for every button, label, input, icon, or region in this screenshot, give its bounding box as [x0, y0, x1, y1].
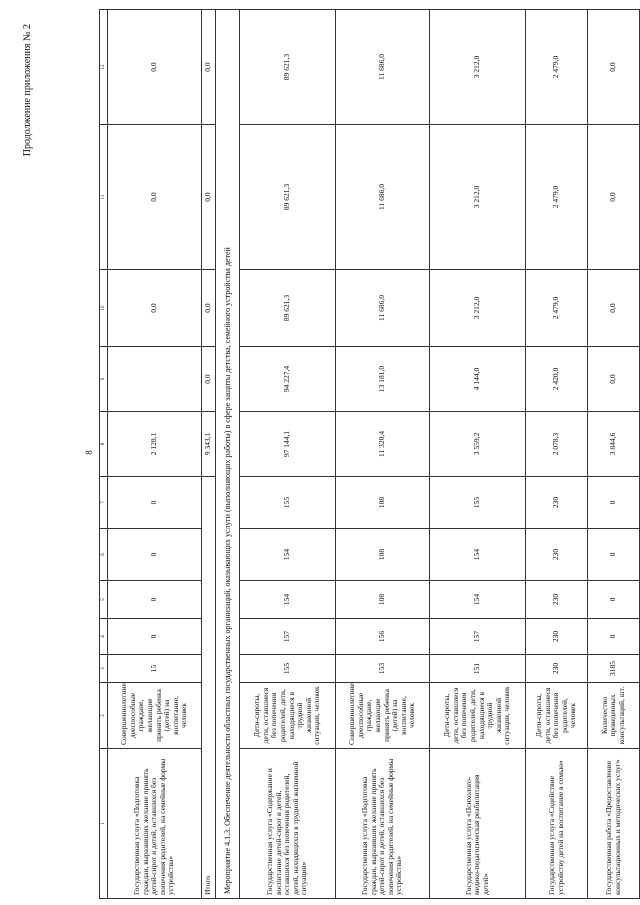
- column-number: 12: [100, 10, 108, 125]
- service-name: Государственная услуга «Содействие устройству детей на воспитание в семью»: [526, 749, 588, 899]
- cell-value: 0: [588, 529, 640, 581]
- column-number: 8: [100, 412, 108, 477]
- budget-table: [99, 9, 640, 899]
- cell-value: 0,0: [108, 270, 202, 347]
- cell-value: 155: [430, 477, 526, 529]
- cell-value: 2 479,0: [526, 270, 588, 347]
- indicator-name: Совершеннолетние дееспособные граждане, желающие принять ребенка (детей) на воспитание, человек: [108, 683, 202, 749]
- column-number: 2: [100, 683, 108, 749]
- cell-value: 3 212,0: [430, 125, 526, 270]
- cell-value: 0,0: [202, 270, 216, 347]
- cell-value: 0: [108, 581, 202, 619]
- cell-value: 89 621,3: [240, 125, 336, 270]
- cell-value: 94 227,4: [240, 347, 336, 412]
- cell-value: 230: [526, 477, 588, 529]
- column-number: 1: [100, 749, 108, 899]
- cell-value: 0: [108, 619, 202, 655]
- cell-value: 11 320,4: [336, 412, 430, 477]
- cell-value: 3 212,0: [430, 270, 526, 347]
- cell-value: 108: [336, 477, 430, 529]
- cell-value: 3185: [588, 655, 640, 683]
- table-row: [526, 10, 588, 899]
- cell-value: 0,0: [202, 10, 216, 125]
- cell-value: 3 212,0: [430, 10, 526, 125]
- cell-value: 89 621,3: [240, 10, 336, 125]
- service-name: Государственная работа «Предоставление консультационных и методических услуг»: [588, 749, 640, 899]
- cell-value: 0: [588, 581, 640, 619]
- column-number: 11: [100, 125, 108, 270]
- service-name: Государственная услуга «Психолого-медико-педагогическая реабилитация детей»: [430, 749, 526, 899]
- cell-value: 157: [240, 619, 336, 655]
- cell-value: 154: [240, 529, 336, 581]
- cell-value: 0,0: [108, 10, 202, 125]
- cell-value: [108, 347, 202, 412]
- column-number: 7: [100, 477, 108, 529]
- cell-value: 230: [526, 619, 588, 655]
- cell-value: 89 621,3: [240, 270, 336, 347]
- table-row: [240, 10, 336, 899]
- cell-value: 153: [336, 655, 430, 683]
- cell-value: 155: [240, 477, 336, 529]
- cell-value: 0,0: [588, 347, 640, 412]
- table-row: [588, 10, 640, 899]
- cell-value: 0: [108, 529, 202, 581]
- table-row: [336, 10, 430, 899]
- cell-value: 154: [430, 529, 526, 581]
- cell-value: 2 479,0: [526, 10, 588, 125]
- indicator-name: Совершеннолетние дееспособные граждане, желающие принять ребенка (детей) на воспитание, человек: [336, 683, 430, 749]
- column-number: 4: [100, 619, 108, 655]
- indicator-name: Дети-сироты, дети, оставшиеся без попечения родителей, дети, находящиеся в трудной жизненной ситуации, человек: [240, 683, 336, 749]
- section-row: [216, 10, 240, 899]
- column-number-row: [100, 10, 108, 899]
- cell-value: 230: [526, 529, 588, 581]
- cell-value: 108: [336, 581, 430, 619]
- appendix-header: Продолжение приложения № 2: [22, 24, 33, 157]
- cell-value: 3 559,2: [430, 412, 526, 477]
- cell-value: 157: [430, 619, 526, 655]
- indicator-name: Количество проведенных консультаций, шт.: [588, 683, 640, 749]
- cell-value: 156: [336, 619, 430, 655]
- total-row: [202, 10, 216, 899]
- column-number: 6: [100, 529, 108, 581]
- column-number: 10: [100, 270, 108, 347]
- cell-value: 154: [240, 581, 336, 619]
- cell-value: 2 128,1: [108, 412, 202, 477]
- column-number: 3: [100, 655, 108, 683]
- cell-value: 2 078,3: [526, 412, 588, 477]
- cell-value: 2 479,0: [526, 125, 588, 270]
- cell-value: 11 686,0: [336, 125, 430, 270]
- cell-value: 97 144,1: [240, 412, 336, 477]
- cell-value: 0: [108, 477, 202, 529]
- cell-value: 230: [526, 581, 588, 619]
- cell-value: 13 181,0: [336, 347, 430, 412]
- service-name: Государственная услуга «Содержание и воспитание детей-сирот и детей, оставшихся без попечения родителей, детей, находящихся в трудной жизненной ситуации»: [240, 749, 336, 899]
- column-number: 5: [100, 581, 108, 619]
- table-row: [430, 10, 526, 899]
- cell-value: 151: [430, 655, 526, 683]
- service-name: Государственная услуга «Подготовка граждан, выразивших желание принять детей-сирот и детей, оставшихся без попечения родителей, на семейные формы устройства»: [108, 749, 202, 899]
- column-number: 9: [100, 347, 108, 412]
- cell-value: 0,0: [588, 125, 640, 270]
- table-row: [108, 10, 202, 899]
- cell-value: 0: [588, 477, 640, 529]
- cell-value: 4 144,0: [430, 347, 526, 412]
- cell-value: 3 844,6: [588, 412, 640, 477]
- cell-value: 108: [336, 529, 430, 581]
- cell-value: 0,0: [202, 347, 216, 412]
- cell-value: 155: [240, 655, 336, 683]
- cell-value: 0,0: [588, 270, 640, 347]
- section-title: Мероприятие 4.1.3. Обеспечение деятельности областных государственных организаций, оказывающих услуги (выполняющих работы) в сфере защиты детства, семейного устройства детей: [216, 10, 240, 899]
- cell-value: 230: [526, 655, 588, 683]
- cell-value: 0: [588, 619, 640, 655]
- cell-value: 15: [108, 655, 202, 683]
- cell-value: 0,0: [588, 10, 640, 125]
- cell-value: 0,0: [202, 125, 216, 270]
- cell-value: 154: [430, 581, 526, 619]
- total-label: Итого: [202, 477, 216, 899]
- cell-value: 0,0: [108, 125, 202, 270]
- page-number: 8: [84, 450, 94, 455]
- indicator-name: Дети-сироты, дети, оставшиеся без попечения родителей, человек: [526, 683, 588, 749]
- service-name: Государственная услуга «Подготовка граждан, выразивших желание принять детей-сирот и детей, оставшихся без попечения родителей, на семейные формы устройства»: [336, 749, 430, 899]
- cell-value: 9 343,1: [202, 412, 216, 477]
- indicator-name: Дети-сироты, дети, оставшиеся без попечения родителей, дети, находящиеся в трудной жизненной ситуации, человек: [430, 683, 526, 749]
- cell-value: 11 686,0: [336, 270, 430, 347]
- cell-value: 11 686,0: [336, 10, 430, 125]
- cell-value: 2 420,0: [526, 347, 588, 412]
